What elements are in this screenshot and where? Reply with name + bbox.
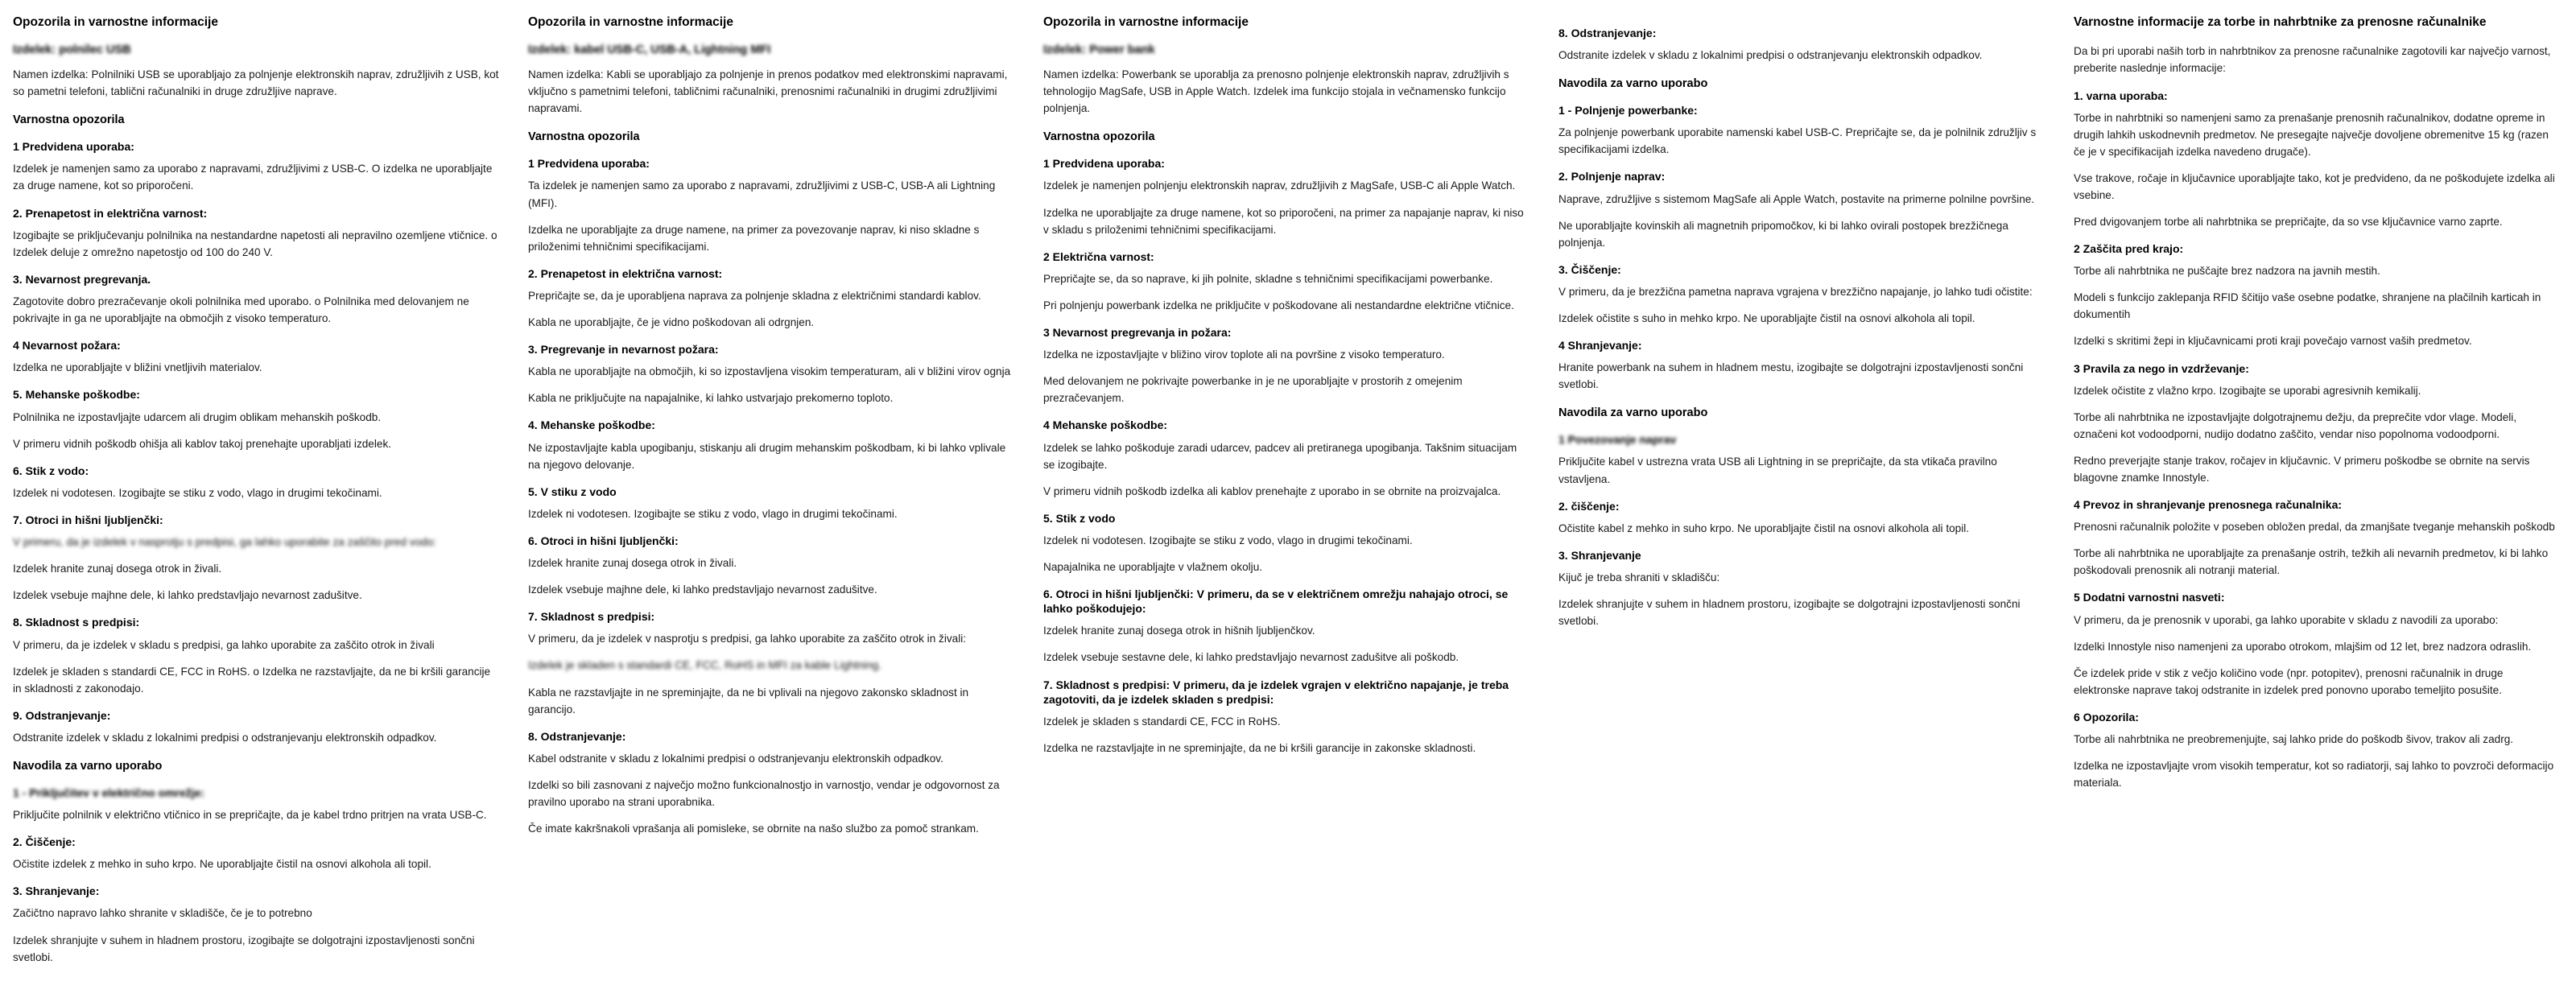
- column-content: [13, 14, 507, 966]
- subsection-heading: 5. V stiku z vodo: [528, 484, 617, 498]
- paragraph: V primeru, da je izdelek v skladu s predpisi, ga lahko uporabite za zaščito otrok in živali: [13, 638, 435, 651]
- paragraph: Med delovanjem ne pokrivajte powerbanke in je ne uporabljajte v prostorih z omejenim prezračevanjem.: [1043, 375, 1463, 405]
- paragraph: Namen izdelka: Kabli se uporabljajo za polnjenje in prenos podatkov med elektronskimi napravami, vključno s pametnimi telefoni, tabličnimi računalniki, prenosnimi računalniki in drugimi združljivimi napravami.: [528, 68, 1008, 115]
- paragraph: Izdelka ne uporabljajte za druge namene, na primer za povezovanje naprav, ki niso skladne s priloženimi tehničnimi specifikacijami.: [528, 223, 980, 253]
- subsection-heading: 2 Električna varnost:: [1043, 249, 1154, 263]
- paragraph: Očistite izdelek z mehko in suho krpo. Ne uporabljajte čistil na osnovi alkohola ali topil.: [13, 858, 431, 871]
- subsection-heading: 6 Opozorila:: [2074, 710, 2139, 724]
- paragraph: Redno preverjajte stanje trakov, ročajev in ključavnic. V primeru poškodbe se obrnite na servis blagovne znamke Innostyle.: [2074, 454, 2530, 484]
- paragraph: Kabla ne razstavljajte in ne spreminjajte, da ne bi vplivali na njegovo zakonsko skladnost in garancijo.: [528, 686, 969, 715]
- paragraph: Kabla ne uporabljajte na območjih, ki so izpostavljena visokim temperaturam, ali v bližini virov ognja: [528, 365, 1011, 378]
- paragraph: Modeli s funkcijo zaklepanja RFID ščitijo vaše osebne podatke, shranjene na plačilnih karticah in dokumentih: [2074, 291, 2541, 321]
- subsection-heading: 3 Nevarnost pregrevanja in požara:: [1043, 325, 1232, 339]
- subsection-heading: 1 Povezovanje naprav: [1558, 433, 1677, 447]
- section-heading: Navodila za varno uporabo: [1558, 406, 1708, 420]
- paragraph: Napajalnika ne uporabljajte v vlažnem okolju.: [1043, 560, 1263, 573]
- paragraph: Izdelek je namenjen samo za uporabo z napravami, združljivimi z USB-C. O izdelka ne uporabljajte za druge namene, kot so priporočeni.: [13, 163, 493, 192]
- paragraph: Torbe ali nahrbtnika ne izpostavljajte dolgotrajnemu dežju, da preprečite vdor vlage. Modeli, označeni kot vodoodporni, nudijo dodatno zaščito, vendar niso popolnoma vodoodporni.: [2074, 410, 2517, 440]
- subsection-heading: 4 Shranjevanje:: [1558, 339, 1642, 353]
- subsection-heading: 8. Skladnost s predpisi:: [13, 616, 140, 629]
- paragraph: Izdelek vsebuje majhne dele, ki lahko predstavljajo nevarnost zadušitve.: [528, 583, 877, 596]
- subsection-heading: 1 Predvidena uporaba:: [1043, 157, 1165, 171]
- paragraph: Izdelek očistite s suho in mehko krpo. Ne uporabljajte čistil na osnovi alkohola ali topil.: [1558, 312, 1975, 325]
- column-content: [1043, 14, 1538, 757]
- paragraph: Očistite kabel z mehko in suho krpo. Ne uporabljajte čistil na osnovi alkohola ali topil.: [1558, 522, 1970, 534]
- subsection-heading: 4. Mehanske poškodbe:: [528, 418, 655, 432]
- paragraph: Ne izpostavljajte kabla upogibanju, stiskanju ali drugim mehanskim poškodbam, ki bi lahko vplivale na njegovo delovanje.: [528, 441, 1006, 471]
- paragraph: Ta izdelek je namenjen samo za uporabo z napravami, združljivimi z USB-C, USB-A ali Lightning (MFI).: [528, 179, 996, 209]
- subsection-heading: 5. Stik z vodo: [1043, 511, 1116, 525]
- paragraph: Prepričajte se, da je uporabljena naprava za polnjenje skladna z električnimi standardi kablov.: [528, 289, 981, 302]
- paragraph: Za polnjenje powerbank uporabite namenski kabel USB-C. Prepričajte se, da je polnilnik združljiv s specifikacijami izdelka.: [1558, 126, 2037, 156]
- paragraph: Izdelek hranite zunaj dosega otrok in živali.: [13, 563, 222, 575]
- paragraph: Vse trakove, ročaje in ključavnice uporabljajte tako, kot je predvideno, da ne poškodujete izdelka ali vsebine.: [2074, 171, 2555, 201]
- paragraph: Namen izdelka: Powerbank se uporablja za prenosno polnjenje elektronskih naprav, združljivih s tehnologijo MagSafe, USB in Apple Watch. Izdelek ima funkcijo stojala in večnamensko funkcijo polnjenja.: [1043, 68, 1509, 115]
- subsection-heading: 5. Mehanske poškodbe:: [13, 388, 140, 402]
- paragraph: Izdelek hranite zunaj dosega otrok in živali.: [528, 557, 737, 570]
- paragraph: Priključite kabel v ustrezna vrata USB ali Lightning in se prepričajte, da sta vtikača pravilno vstavljena.: [1558, 456, 1997, 485]
- page-title: Opozorila in varnostne informacije: [13, 15, 218, 29]
- paragraph: Izdelka ne izpostavljajte v bližino virov toplote ali na površine z visoko temperaturo.: [1043, 348, 1445, 361]
- paragraph: Izdelki Innostyle niso namenjeni za uporabo otrokom, mlajšim od 12 let, brez nadzora odraslih.: [2074, 640, 2532, 653]
- page-title: Opozorila in varnostne informacije: [528, 15, 733, 29]
- subsection-heading: 1 Predvidena uporaba:: [528, 157, 650, 171]
- subsection-heading: 3. Čiščenje:: [1558, 262, 1621, 276]
- subsection-heading: 1. varna uporaba:: [2074, 89, 2168, 102]
- paragraph: Torbe ali nahrbtnika ne puščajte brez nadzora na javnih mestih.: [2074, 265, 2380, 278]
- paragraph: Izogibajte se priključevanju polnilnika na nestandardne napetosti ali nepravilno ozemljene vtičnice. o Izdelek deluje z omrežno napetostjo od 100 do 240 V.: [13, 229, 497, 258]
- paragraph: Hranite powerbank na suhem in hladnem mestu, izogibajte se dolgotrajni izpostavljenosti sončni svetlobi.: [1558, 361, 2024, 391]
- paragraph: Izdelek vsebuje majhne dele, ki lahko predstavljajo nevarnost zadušitve.: [13, 589, 362, 602]
- paragraph: Izdelki so bili zasnovani z največjo možno funkcionalnostjo in varnostjo, vendar je odgovornost za pravilno uporabo na strani uporabnika.: [528, 778, 1000, 808]
- subsection-heading: 8. Odstranjevanje:: [528, 729, 626, 743]
- paragraph: Izdelek shranjujte v suhem in hladnem prostoru, izogibajte se dolgotrajni izpostavljenosti sončni svetlobi.: [13, 934, 475, 963]
- paragraph: Pri polnjenju powerbank izdelka ne priključite v poškodovane ali nestandardne električne vtičnice.: [1043, 299, 1514, 311]
- section-heading: Varnostna opozorila: [13, 113, 125, 127]
- paragraph: Polnilnika ne izpostavljajte udarcem ali drugim oblikam mehanskih poškodb.: [13, 410, 382, 423]
- column-content: [2074, 14, 2568, 791]
- product-subtitle: Izdelek: Power bank: [1043, 43, 1155, 57]
- paragraph: Izdelek očistite z vlažno krpo. Izogibajte se uporabi agresivnih kemikalij.: [2074, 384, 2421, 397]
- section-heading: Navodila za varno uporabo: [13, 759, 163, 773]
- subsection-heading: 8. Odstranjevanje:: [1558, 27, 1657, 39]
- paragraph: Izdelka ne izpostavljajte vrom visokih temperatur, kot so radiatorji, saj lahko to povzroči deformacijo materiala.: [2074, 760, 2554, 790]
- paragraph: Če imate kakršnakoli vprašanja ali pomisleke, se obrnite na našo službo za pomoč strankam.: [528, 823, 979, 835]
- subsection-heading: 4 Nevarnost požara:: [13, 339, 121, 353]
- subsection-heading: 3. Nevarnost pregrevanja.: [13, 272, 151, 286]
- paragraph: Naprave, združljive s sistemom MagSafe ali Apple Watch, postavite na primerne polnilne površine.: [1558, 192, 2035, 205]
- paragraph: Izdelka ne razstavljajte in ne spreminjajte, da ne bi kršili garancije in zakonske skladnosti.: [1043, 741, 1476, 754]
- section-heading: Varnostna opozorila: [1043, 130, 1155, 144]
- paragraph: Izdelek se lahko poškoduje zaradi udarcev, padcev ali pretiranega upogibanja. Takšnim situacijam se izogibajte.: [1043, 441, 1517, 471]
- paragraph: Odstranite izdelek v skladu z lokalnimi predpisi o odstranjevanju elektronskih odpadkov.: [13, 731, 437, 744]
- paragraph: Namen izdelka: Polnilniki USB se uporabljajo za polnjenje elektronskih naprav, združljivih z USB, kot so pametni telefoni, tablični računalniki in druge združljive naprave.: [13, 68, 499, 98]
- subsection-heading: 2. čiščenje:: [1558, 499, 1620, 513]
- page-title: Opozorila in varnostne informacije: [1043, 15, 1249, 29]
- subsection-heading: 7. Otroci in hišni ljubljenčki:: [13, 513, 163, 526]
- paragraph: Če izdelek pride v stik z večjo količino vode (npr. potopitev), prenosni računalnik in druge elektronske naprave takoj odstranite in izdelek pred ponovno uporabo temeljito posušite.: [2074, 666, 2504, 696]
- paragraph: Priključite polnilnik v električno vtičnico in se prepričajte, da je kabel trdno pritrjen na vrata USB-C.: [13, 808, 487, 821]
- document-column: [13, 14, 528, 998]
- paragraph: Kabla ne priključujte na napajalnike, ki lahko ustvarjajo prekomerno toploto.: [528, 392, 894, 405]
- subsection-heading: 4 Mehanske poškodbe:: [1043, 418, 1168, 432]
- paragraph: Izdelek ni vodotesen. Izogibajte se stiku z vodo, vlago in drugimi tekočinami.: [13, 486, 382, 499]
- paragraph: Izdelek je skladen s standardi CE, FCC in RoHS. o Izdelka ne razstavljajte, da ne bi kršili garancije in skladnosti z zakonodajo.: [13, 665, 491, 695]
- paragraph: Izdelek shranjujte v suhem in hladnem prostoru, izogibajte se dolgotrajni izpostavljenosti sončni svetlobi.: [1558, 598, 2021, 628]
- paragraph: Izdelka ne uporabljajte v bližini vnetljivih materialov.: [13, 361, 262, 374]
- subsection-heading: 6. Otroci in hišni ljubljenčki:: [528, 534, 679, 547]
- section-heading: Varnostna opozorila: [528, 130, 640, 144]
- paragraph: Izdelek vsebuje sestavne dele, ki lahko predstavljajo nevarnost zadušitve ali poškodb.: [1043, 651, 1459, 664]
- subsection-heading: 7. Skladnost s predpisi:: [528, 610, 655, 624]
- subsection-heading: 3 Pravila za nego in vzdrževanje:: [2074, 361, 2249, 375]
- paragraph: V primeru vidnih poškodb izdelka ali kablov prenehajte z uporabo in se obrnite na proizvajalca.: [1043, 484, 1501, 497]
- paragraph: V primeru vidnih poškodb ohišja ali kablov takoj prenehajte uporabljati izdelek.: [13, 437, 392, 450]
- paragraph: Izdelek ni vodotesen. Izogibajte se stiku z vodo, vlago in drugimi tekočinami.: [1043, 534, 1413, 546]
- paragraph: Izdelek je skladen s standardi CE, FCC in RoHS.: [1043, 715, 1281, 728]
- document-column: [528, 14, 1043, 998]
- paragraph: Kabel odstranite v skladu z lokalnimi predpisi o odstranjevanju elektronskih odpadkov.: [528, 752, 943, 765]
- subsection-heading: 7. Skladnost s predpisi: V primeru, da je izdelek vgrajen v električno napajanje, je treba zagotoviti, da je izdelek skladen s predpisi:: [1043, 678, 1509, 706]
- paragraph: Izdelek ni vodotesen. Izogibajte se stiku z vodo, vlago in drugimi tekočinami.: [528, 507, 898, 520]
- section-heading: Navodila za varno uporabo: [1558, 77, 1708, 91]
- subsection-heading: 1 - Polnjenje powerbanke:: [1558, 104, 1698, 118]
- product-subtitle: Izdelek: polnilec USB: [13, 43, 131, 57]
- subsection-heading: 2. Prenapetost in električna varnost:: [528, 266, 723, 280]
- subsection-heading: 2 Zaščita pred krajo:: [2074, 242, 2184, 256]
- subsection-heading: 6. Stik z vodo:: [13, 464, 89, 477]
- subsection-heading: 5 Dodatni varnostni nasveti:: [2074, 591, 2225, 604]
- subsection-heading: 2. Polnjenje naprav:: [1558, 170, 1666, 183]
- paragraph: Torbe in nahrbtniki so namenjeni samo za prenašanje prenosnih računalnikov, dodatne opreme in drugih lahkih uskodnevnih predmetov. Ne presegajte največje dovoljene obremenitve 15 kg (razen če je v specifikacijah izdelka navedeno drugače).: [2074, 111, 2549, 158]
- paragraph: Odstranite izdelek v skladu z lokalnimi predpisi o odstranjevanju elektronskih odpadkov.: [1558, 49, 1983, 62]
- paragraph: Ne uporabljajte kovinskih ali magnetnih pripomočkov, ki bi lahko ovirali postopek brezžičnega polnjenja.: [1558, 219, 2008, 249]
- paragraph: Prepričajte se, da so naprave, ki jih polnite, skladne s tehničnimi specifikacijami powerbanke.: [1043, 272, 1493, 285]
- paragraph: Izdelka ne uporabljajte za druge namene, kot so priporočeni, na primer za napajanje naprav, ki niso v skladu s priloženimi tehničnimi specifikacijami.: [1043, 206, 1524, 236]
- paragraph: Torbe ali nahrbtnika ne preobremenjujte, saj lahko pride do poškodb šivov, trakov ali zadrg.: [2074, 733, 2514, 745]
- paragraph: Kabla ne uporabljajte, če je vidno poškodovan ali odrgnjen.: [528, 315, 815, 328]
- paragraph: V primeru, da je izdelek v nasprotju s predpisi, ga lahko uporabite za zaščito pred vodo:: [13, 536, 436, 549]
- paragraph: Zagotovite dobro prezračevanje okoli polnilnika med uporabo. o Polnilnika med delovanjem ne pokrivajte in ga ne uporabljajte na območjih z visoko temperaturo.: [13, 295, 469, 325]
- subsection-heading: 3. Pregrevanje in nevarnost požara:: [528, 343, 719, 356]
- paragraph: Začičtno napravo lahko shranite v skladišče, če je to potrebno: [13, 907, 312, 920]
- subsection-heading: 2. Čiščenje:: [13, 835, 76, 849]
- paragraph: Kijuč je treba shraniti v skladišču:: [1558, 571, 1720, 583]
- paragraph: V primeru, da je prenosnik v uporabi, ga lahko uporabite v skladu z navodili za uporabo:: [2074, 613, 2499, 626]
- paragraph: Da bi pri uporabi naših torb in nahrbtnikov za prenosne računalnike zagotovili kar največjo varnost, preberite naslednje informacije:: [2074, 45, 2551, 75]
- document-column: [1043, 14, 1558, 998]
- subsection-heading: 4 Prevoz in shranjevanje prenosnega računalnika:: [2074, 498, 2343, 511]
- subsection-heading: 3. Shranjevanje:: [13, 884, 100, 898]
- subsection-heading: 9. Odstranjevanje:: [13, 708, 111, 722]
- document-column: [2074, 14, 2576, 998]
- paragraph: Prenosni računalnik položite v poseben obložen predal, da zmanjšate tveganje mehanskih poškodb: [2074, 521, 2555, 534]
- subsection-heading: 3. Shranjevanje: [1558, 548, 1641, 562]
- paragraph: V primeru, da je brezžična pametna naprava vgrajena v brezžično napajanje, jo lahko tudi očistite:: [1558, 285, 2033, 298]
- paragraph: V primeru, da je izdelek v nasprotju s predpisi, ga lahko uporabite za zaščito otrok in živali:: [528, 633, 967, 645]
- paragraph: Izdelek hranite zunaj dosega otrok in hišnih ljubljenčkov.: [1043, 625, 1315, 637]
- document-column: [1558, 14, 2074, 998]
- page-title: Varnostne informacije za torbe in nahrbtnike za prenosne računalnike: [2074, 15, 2487, 29]
- paragraph: Pred dvigovanjem torbe ali nahrbtnika se prepričajte, da so vse ključavnice varno zaprte.: [2074, 216, 2503, 228]
- subsection-heading: 6. Otroci in hišni ljubljenčki: V primeru, da se v električnem omrežju nahajajo otroci, se lahko poškodujejo:: [1043, 588, 1509, 616]
- paragraph: Izdelek je namenjen polnjenju elektronskih naprav, združljivih z MagSafe, USB-C ali Apple Watch.: [1043, 179, 1516, 192]
- subsection-heading: 1 Predvidena uporaba:: [13, 140, 134, 154]
- column-content: [528, 14, 1022, 837]
- paragraph: Izdelki s skritimi žepi in ključavnicami proti kraji povečajo varnost vaših predmetov.: [2074, 335, 2472, 348]
- subsection-heading: 2. Prenapetost in električna varnost:: [13, 206, 208, 220]
- product-subtitle: Izdelek: kabel USB-C, USB-A, Lightning MFI: [528, 43, 771, 57]
- column-content: [1558, 26, 2053, 629]
- paragraph: Torbe ali nahrbtnika ne uporabljajte za prenašanje ostrih, težkih ali nevarnih predmetov, ki bi lahko poškodovali prenosnik ali notranji material.: [2074, 547, 2549, 577]
- subsection-heading: 1 - Priključitev v električno omrežje:: [13, 785, 205, 799]
- paragraph: Izdelek je skladen s standardi CE, FCC, RoHS in MFI za kable Lightning.: [528, 659, 881, 672]
